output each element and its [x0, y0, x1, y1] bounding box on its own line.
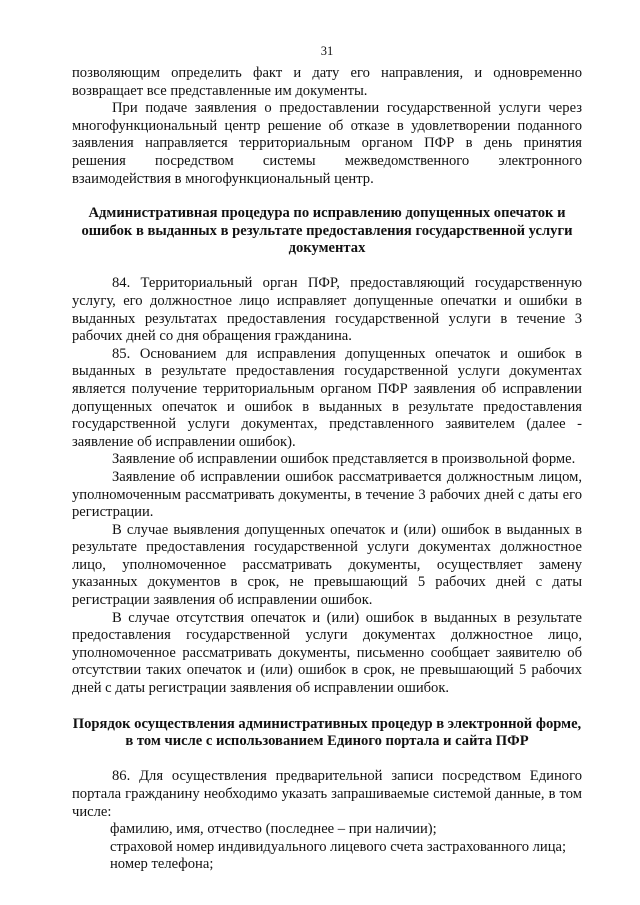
paragraph-continuation: позволяющим определить факт и дату его направления, и одновременно возвращает все представленные им документы. — [72, 65, 582, 99]
section-heading-corrections: Административная процедура по исправлению допущенных опечаток и ошибок в выданных в результате предоставления государственной услуги документах — [81, 205, 573, 256]
paragraph-84: 84. Территориальный орган ПФР, предоставляющий государственную услугу, его должностное лицо исправляет допущенные опечатки и ошибки в выданных результатах предоставления государственной услуги в течение 3 рабочих дней со дня обращения гражданина. — [72, 275, 582, 345]
paragraph-85: 85. Основанием для исправления допущенных опечаток и ошибок в выданных в результате предоставления государственной услуги документах является получение территориальным органом ПФР заявления об исправлении допущенных опечаток и ошибок в выданных в результате предоставления государственной услуги документах, представленного заявителем (далее - заявление об исправлении ошибок). — [72, 345, 582, 450]
paragraph-free-form: Заявление об исправлении ошибок представляется в произвольной форме. — [112, 451, 576, 468]
paragraph-no-errors: В случае отсутствия опечаток и (или) ошибок в выданных в результате предоставления государственной услуги документах должностное лицо, уполномоченное рассматривать документы, письменно сообщает заявителю об отсутствии таких опечаток и (или) ошибок в срок, не превышающий 5 рабочих дней с даты регистрации заявления об исправлении ошибок. — [72, 609, 582, 697]
paragraph-errors-found: В случае выявления допущенных опечаток и (или) ошибок в выданных в результате предоставления государственной услуги документах должностное лицо, уполномоченное рассматривать документы, осуществляет замену указанных документов в срок, не превышающий 5 рабочих дней с даты регистрации заявления об исправлении ошибок. — [72, 521, 582, 609]
page-number: 31 — [320, 44, 334, 58]
section-heading-electronic-procedures: Порядок осуществления административных процедур в электронной форме, в том числе с использованием Единого портала и сайта ПФР — [72, 715, 582, 750]
list-item-full-name: фамилию, имя, отчество (последнее – при наличии); — [110, 821, 437, 838]
paragraph-review-period: Заявление об исправлении ошибок рассматривается должностным лицом, уполномоченным рассматривать документы, в течение 3 рабочих дней с даты его регистрации. — [72, 468, 582, 521]
paragraph-86: 86. Для осуществления предварительной записи посредством Единого портала гражданину необходимо указать запрашиваемые системой данные, в том числе: — [72, 768, 582, 820]
paragraph-mfc-refusal: При подаче заявления о предоставлении государственной услуги через многофункциональный центр решение об отказе в удовлетворении поданного заявления направляется территориальным органом ПФР в день принятия решения посредством системы межведомственного электронного взаимодействия в многофункциональный центр. — [72, 100, 582, 187]
list-item-phone: номер телефона; — [110, 856, 214, 873]
list-item-snils: страховой номер индивидуального лицевого счета застрахованного лица; — [110, 838, 567, 855]
